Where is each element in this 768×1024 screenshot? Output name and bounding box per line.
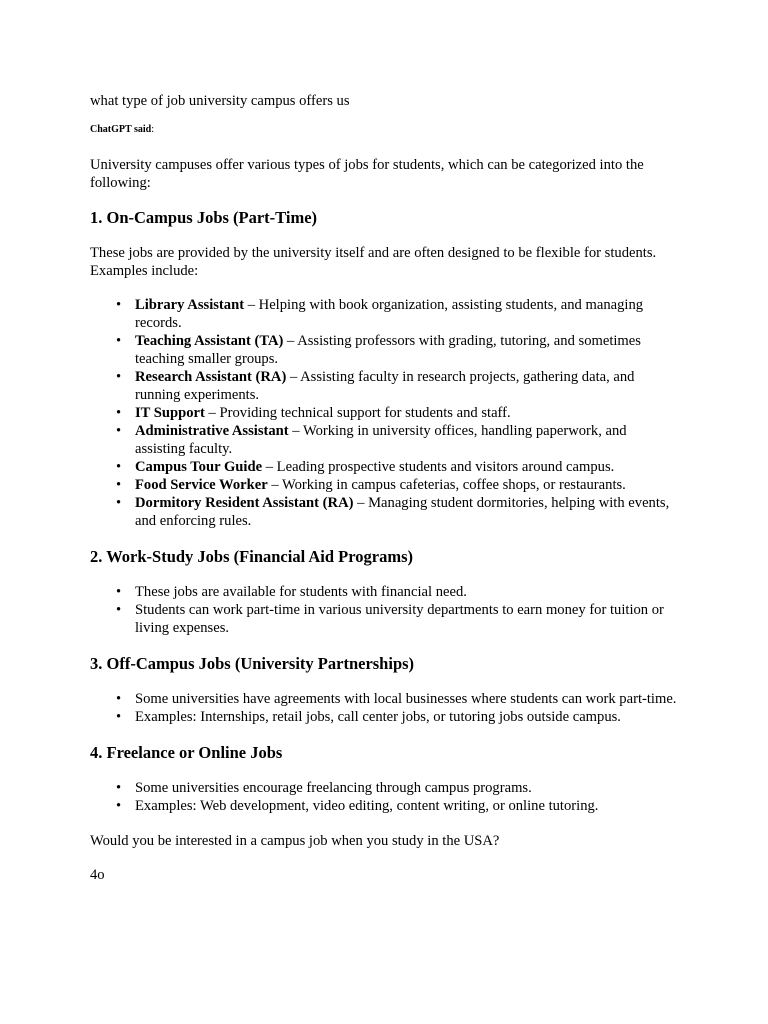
list-item-desc: Students can work part-time in various university departments to earn money for tuition or living expenses.	[135, 602, 664, 636]
bullet-icon: •	[116, 602, 122, 618]
bullet-icon: •	[116, 297, 122, 313]
bullet-icon: •	[116, 405, 122, 421]
list-item-desc: Some universities encourage freelancing through campus programs.	[135, 780, 532, 796]
list-item	[116, 708, 680, 726]
list-item-desc: These jobs are available for students with financial need.	[135, 584, 467, 600]
user-question: what type of job university campus offers us	[90, 93, 350, 109]
bullet-icon: •	[116, 333, 122, 349]
bullet-icon: •	[116, 798, 122, 814]
list-item-desc: – Providing technical support for students and staff.	[204, 405, 511, 421]
list-item	[116, 779, 680, 797]
list-item	[116, 422, 680, 458]
bullet-icon: •	[116, 459, 122, 475]
bullet-list	[90, 690, 680, 726]
list-item	[116, 332, 680, 368]
list-item	[116, 583, 680, 601]
document-page	[90, 92, 680, 884]
list-item	[116, 601, 680, 637]
bullet-icon: •	[116, 584, 122, 600]
list-item-desc: – Helping with book organization, assisting students, and managing records.	[135, 297, 644, 331]
section-heading: 4. Freelance or Online Jobs	[90, 743, 283, 762]
closing-question: Would you be interested in a campus job when you study in the USA?	[90, 833, 500, 849]
list-item	[116, 296, 680, 332]
list-item-desc: – Managing student dormitories, helping with events, and enforcing rules.	[135, 495, 670, 529]
bullet-list	[90, 583, 680, 637]
list-item-term: Research Assistant (RA)	[135, 369, 287, 385]
bullet-icon: •	[116, 423, 122, 439]
list-item-desc: Examples: Internships, retail jobs, call center jobs, or tutoring jobs outside campus.	[135, 709, 621, 725]
list-item-term: Food Service Worker	[135, 477, 268, 493]
bullet-icon: •	[116, 369, 122, 385]
list-item-desc: – Leading prospective students and visitors around campus.	[262, 459, 615, 475]
list-item-desc: Examples: Web development, video editing, content writing, or online tutoring.	[135, 798, 599, 814]
speaker-label	[90, 124, 680, 136]
speaker-colon: :	[151, 124, 155, 135]
list-item-term: Dormitory Resident Assistant (RA)	[135, 495, 354, 511]
speaker-name: ChatGPT said	[90, 124, 152, 135]
bullet-list	[90, 779, 680, 815]
intro-paragraph: University campuses offer various types of jobs for students, which can be categorized into the following:	[90, 157, 644, 191]
list-item	[116, 476, 680, 494]
section-heading: 3. Off-Campus Jobs (University Partnerships)	[90, 654, 415, 673]
list-item-desc: – Working in university offices, handling paperwork, and assisting faculty.	[135, 423, 627, 457]
list-item	[116, 458, 680, 476]
list-item-desc: – Working in campus cafeterias, coffee shops, or restaurants.	[267, 477, 626, 493]
list-item-term: IT Support	[135, 405, 205, 421]
list-item-term: Campus Tour Guide	[135, 459, 263, 475]
list-item-term: Teaching Assistant (TA)	[135, 333, 284, 349]
list-item-desc: – Assisting faculty in research projects, gathering data, and running experiments.	[135, 369, 635, 403]
list-item	[116, 404, 680, 422]
bullet-icon: •	[116, 780, 122, 796]
bullet-icon: •	[116, 495, 122, 511]
list-item-term: Library Assistant	[135, 297, 245, 313]
list-item	[116, 494, 680, 530]
section-heading: 2. Work-Study Jobs (Financial Aid Programs)	[90, 547, 414, 566]
section-text: These jobs are provided by the university itself and are often designed to be flexible for students. Examples include:	[90, 245, 657, 279]
bullet-icon: •	[116, 709, 122, 725]
bullet-icon: •	[116, 477, 122, 493]
list-item	[116, 797, 680, 815]
job-list	[90, 296, 680, 530]
model-label: 4o	[90, 867, 105, 883]
list-item-desc: – Assisting professors with grading, tutoring, and sometimes teaching smaller groups.	[135, 333, 641, 367]
list-item	[116, 368, 680, 404]
bullet-icon: •	[116, 691, 122, 707]
section-heading: 1. On-Campus Jobs (Part-Time)	[90, 208, 318, 227]
list-item-term: Administrative Assistant	[135, 423, 289, 439]
list-item-desc: Some universities have agreements with local businesses where students can work part-time.	[135, 691, 677, 707]
list-item	[116, 690, 680, 708]
